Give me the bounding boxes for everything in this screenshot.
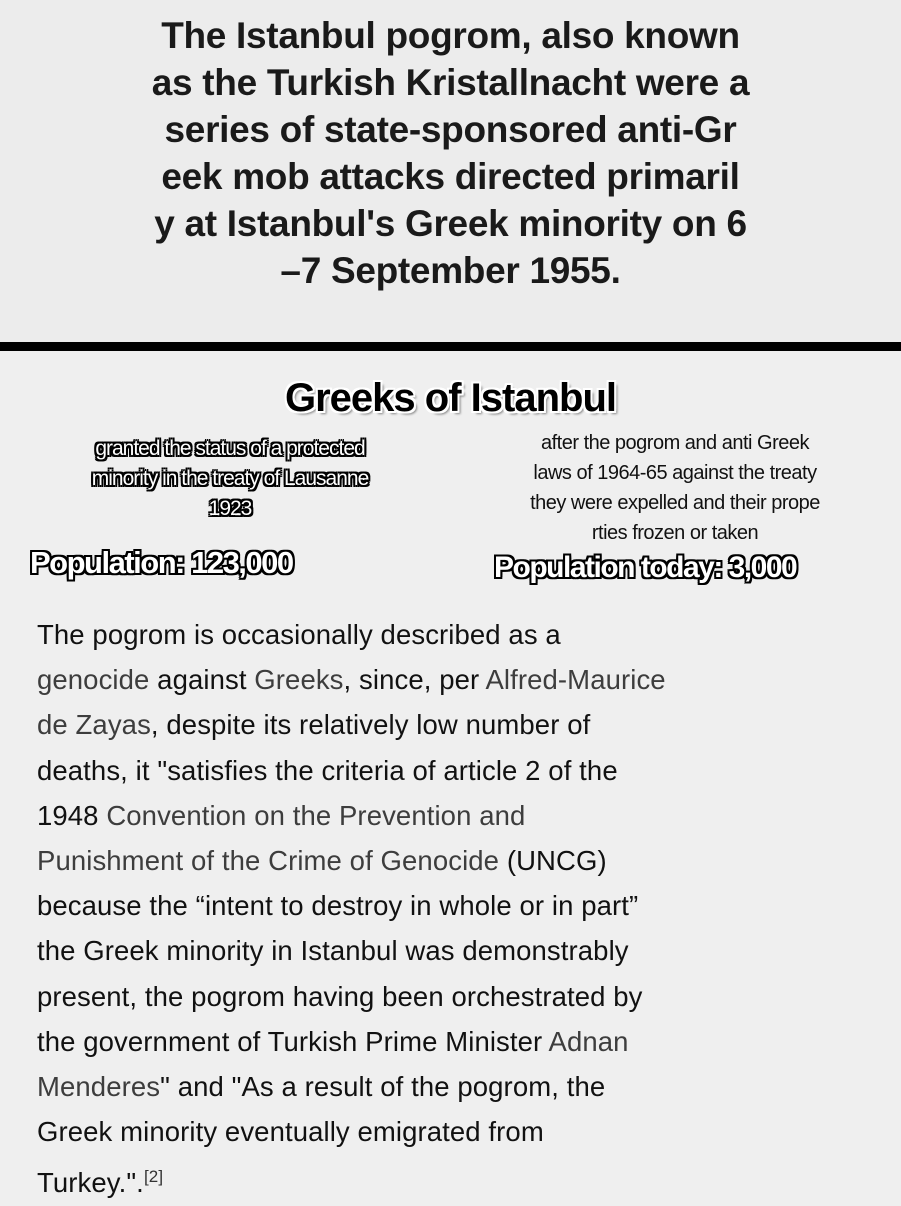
paragraph-text: The pogrom is occasionally described as a	[37, 619, 561, 650]
paragraph-text: " and "As a result of the pogrom, the	[160, 1071, 606, 1103]
wiki-link[interactable]: de Zayas	[37, 709, 151, 741]
infographic-heading: Greeks of Istanbul	[285, 376, 616, 420]
paragraph-line	[37, 793, 666, 838]
paragraph-line	[37, 657, 666, 702]
wiki-link[interactable]: Greeks	[254, 664, 344, 696]
text-line: after the pogrom and anti Greek	[541, 432, 809, 454]
paragraph-line	[37, 883, 666, 928]
paragraph-line	[37, 1109, 666, 1154]
paragraph-text: , despite its relatively low number of	[150, 709, 591, 741]
paragraph-line	[37, 1019, 666, 1064]
wiki-link[interactable]: Convention on the Prevention and	[106, 799, 526, 831]
wiki-link[interactable]: Punishment of the Crime of Genocide	[37, 845, 500, 877]
paragraph-text: Greek minority eventually emigrated from	[37, 1116, 544, 1148]
text-line: eek mob attacks directed primaril	[161, 156, 740, 197]
text-line: granted the status of a protected	[95, 437, 365, 460]
wiki-link[interactable]: Adnan	[548, 1025, 629, 1057]
wiki-link[interactable]: Menderes	[37, 1071, 161, 1103]
population-before: Population: 123,000	[30, 545, 293, 580]
paragraph-text: Turkey.".	[37, 1167, 144, 1199]
paragraph-line	[37, 974, 666, 1019]
caption-section	[0, 0, 901, 342]
caption-text	[0, 12, 901, 294]
paragraph-text: (UNCG)	[499, 845, 607, 877]
paragraph-text: the government of Turkish Prime Minister	[37, 1025, 549, 1057]
paragraph-line	[37, 748, 666, 793]
paragraph-text: 1948	[37, 799, 107, 831]
wiki-link[interactable]: genocide	[37, 664, 150, 696]
paragraph-line	[37, 702, 666, 747]
paragraph-text: , since, per	[343, 664, 486, 696]
paragraph-text: present, the pogrom having been orchestrated by	[37, 980, 643, 1012]
paragraph-line	[37, 1154, 666, 1205]
text-line: –7 September 1955.	[280, 250, 621, 291]
text-line: minority in the treaty of Lausanne	[91, 467, 369, 490]
text-line: rties frozen or taken	[591, 522, 759, 544]
text-line: 1923	[208, 497, 252, 520]
wiki-link[interactable]: Alfred-Maurice	[485, 664, 666, 696]
paragraph-text: because the “intent to destroy in whole or in part”	[37, 890, 639, 922]
paragraph-text: deaths, it "satisfies the criteria of article 2 of the	[37, 754, 618, 786]
left-note	[10, 434, 450, 524]
text-line: series of state-sponsored anti-Gr	[164, 109, 737, 150]
paragraph-line	[37, 838, 666, 883]
paragraph-line	[37, 1064, 666, 1109]
text-line: y at Istanbul's Greek minority on 6	[154, 203, 747, 244]
article-paragraph	[37, 612, 666, 1206]
text-line: laws of 1964-65 against the treaty	[533, 462, 817, 484]
text-line: as the Turkish Kristallnacht were a	[151, 62, 750, 103]
population-today: Population today: 3,000	[494, 551, 797, 584]
right-note	[460, 428, 890, 548]
divider-bar	[0, 342, 901, 351]
paragraph-line	[37, 612, 666, 657]
paragraph-line	[37, 928, 666, 973]
text-line: The Istanbul pogrom, also known	[161, 15, 740, 56]
citation-link[interactable]: [2]	[143, 1167, 164, 1187]
text-line: they were expelled and their prope	[530, 492, 820, 514]
paragraph-text: the Greek minority in Istanbul was demonstrably	[37, 935, 629, 967]
paragraph-text: against	[149, 664, 255, 696]
